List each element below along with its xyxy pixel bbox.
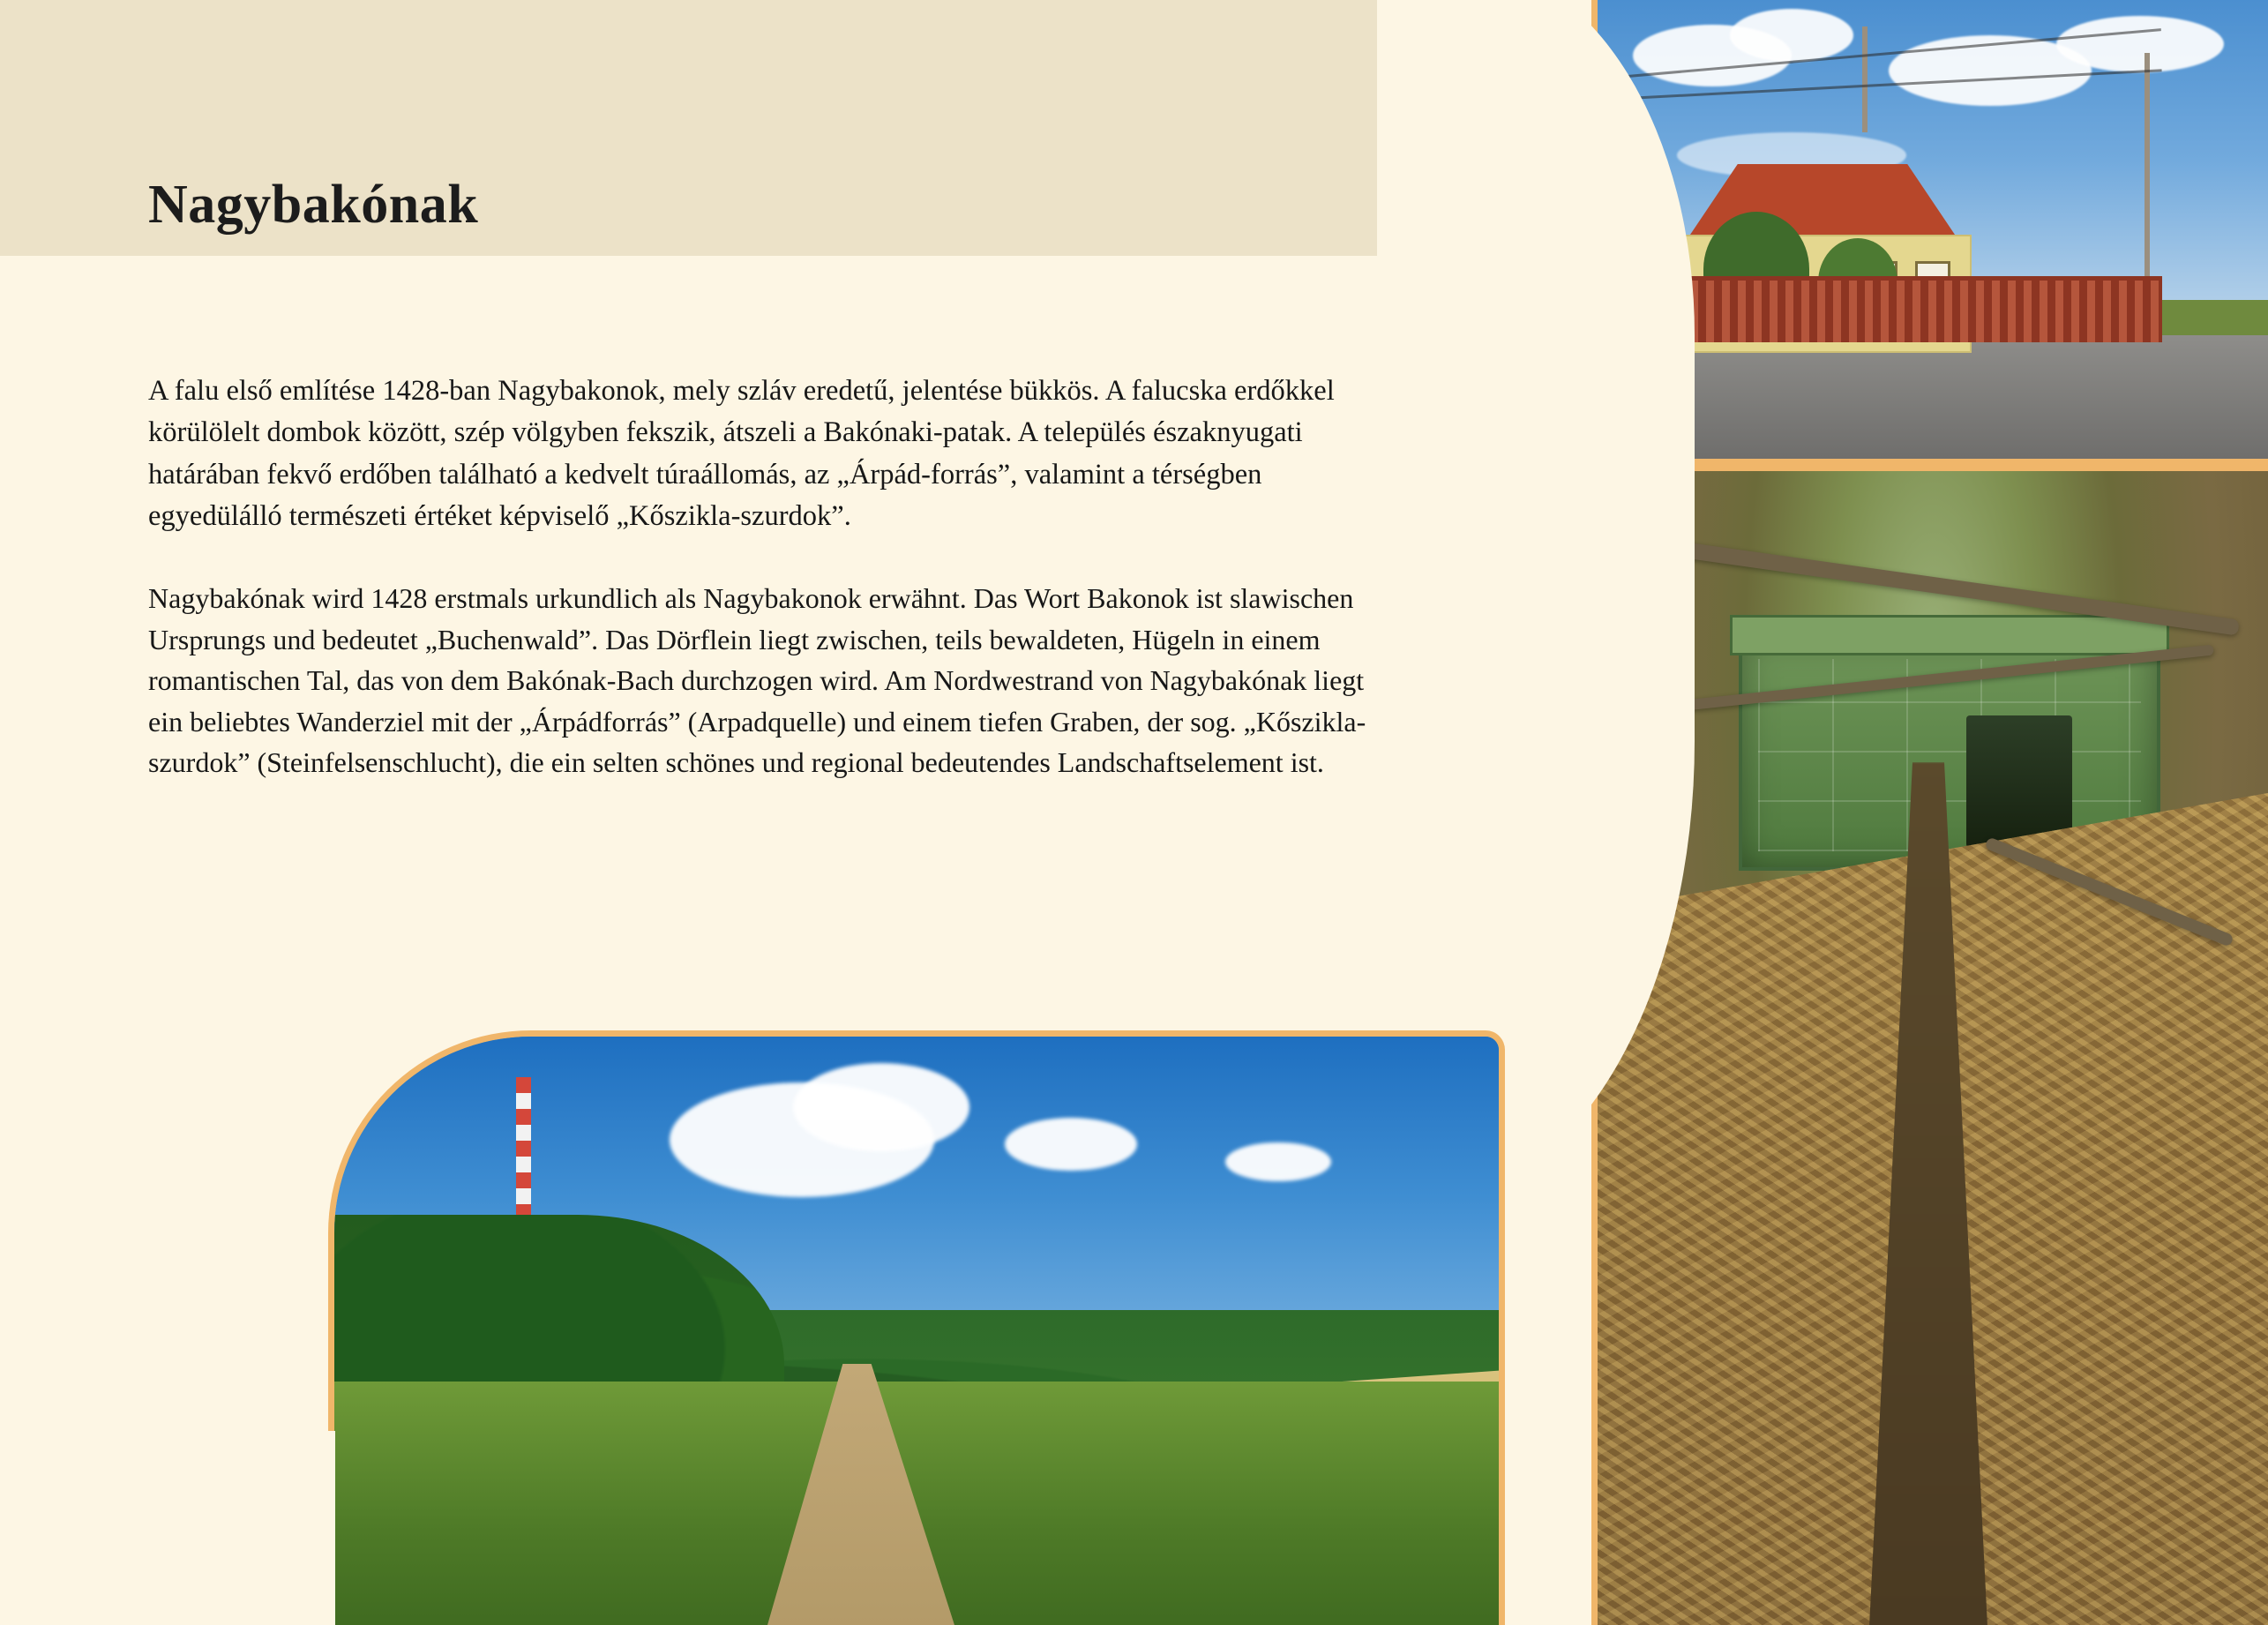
- fence: [1650, 276, 2162, 342]
- right-photo-column: [1474, 0, 2268, 1625]
- cloud-shape: [1225, 1142, 1331, 1181]
- page-margin: [0, 1431, 335, 1625]
- paragraph-german: Nagybakónak wird 1428 erstmals urkundlich als Nagybakonok erwähnt. Das Wort Bakonok ist slawischen Ursprungs und bedeutet „Buchenwald”. Das Dörflein liegt zwischen, teils bewaldeten, Hügeln in einem romantischen Tal, das von dem Bakónak-Bach durchzogen wird. Am Nordwestrand von Nagybakónak liegt ein beliebtes Wanderziel mit der „Árpádforrás” (Arpadquelle) und einem tiefen Graben, der sog. „Kőszikla-szurdok” (Steinfelsenschlucht), die ein selten schönes und regional bedeutendes Landschaftselement ist.: [148, 582, 1366, 779]
- photo-meadow-tower: [328, 1030, 1505, 1625]
- spring-opening: [1966, 715, 2072, 848]
- cloud-shape: [1730, 9, 1853, 62]
- road: [1598, 335, 2268, 459]
- paragraph-hungarian: A falu első említése 1428-ban Nagybakonok, mely szláv eredetű, jelentése bükkös. A falucska erdőkkel körülölelt dombok között, szép völgyben fekszik, átszeli a Bakónaki-patak. A település északnyugati határában fekvő erdőben található a kedvelt túraállomás, az „Árpád-forrás”, valamint a térségben egyedülálló természeti értéket képviselő „Kőszikla-szurdok”.: [148, 375, 1335, 532]
- page-title: Nagybakónak: [148, 174, 479, 235]
- cloud-shape: [793, 1063, 969, 1151]
- text-column: [148, 371, 1401, 824]
- utility-pole: [1862, 26, 1868, 132]
- stone-cap: [1730, 615, 2169, 655]
- cloud-shape: [1005, 1118, 1137, 1171]
- cloud-shape: [2056, 16, 2224, 72]
